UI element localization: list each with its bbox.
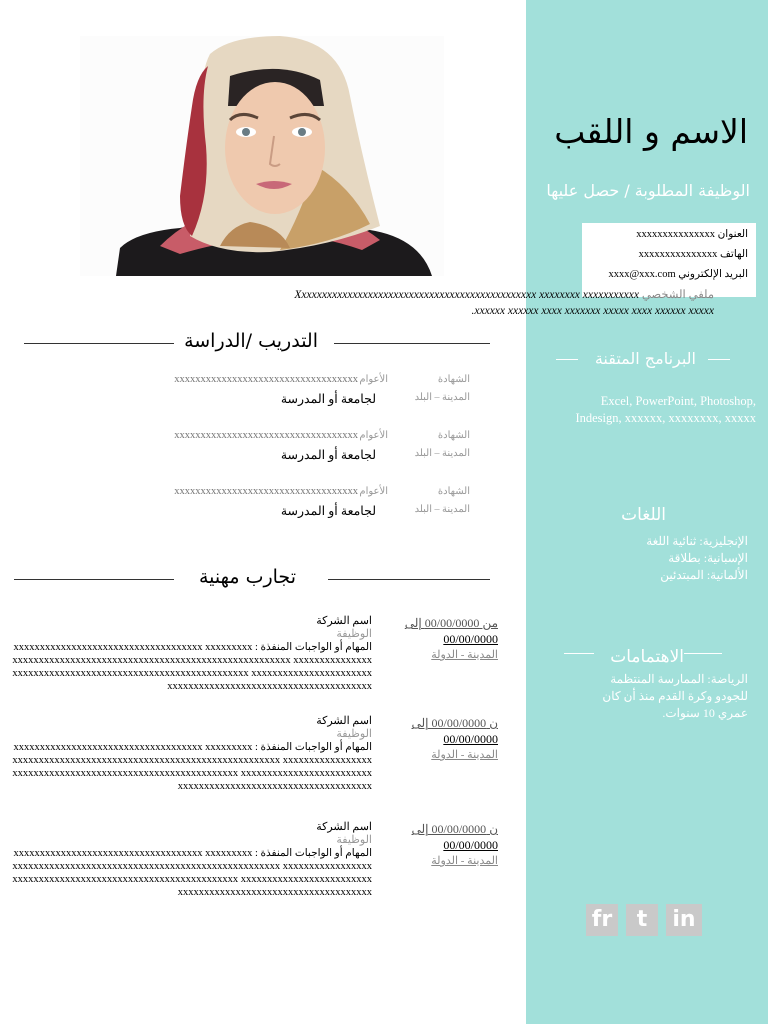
tasks-body: xxxxxxxxxxxxxxxxxxxxxxxxxxxxxxxxxxxx xxxxxxxxxxxxxxxxxxxxxxxxxxxxxxxxxxxxxxxxxxxxxxxxxxxxxxxxxxxx xxxxxxxxxxxxxxxxxxxxxxxxxxxxxxxxxxxxxxxxxxxxxxxxxxxxxxxxxxxx xxxxxxxxxxxxxxxxxxxxxxxxxxxxxxxxxxxxxxxxxxxxxxxxxxxxxxxxxxxxxx <box>12 742 372 792</box>
tasks-text <box>12 847 372 899</box>
software-text: Excel, PowerPoint, Photoshop, Indesign, xxxxxx, xxxxxxxx, xxxxx <box>575 394 756 425</box>
city-label: المدينة – البلد <box>414 504 470 515</box>
flickr-glyph: fr <box>591 907 613 932</box>
contact-email-label: البريد الإلكتروني <box>678 269 748 280</box>
date-to: 00/00/0000 <box>443 732 498 746</box>
education-item <box>140 429 470 469</box>
language-item: الإسبانية: بطلاقة <box>668 551 748 565</box>
experience-item <box>14 821 498 905</box>
city-label: المدينة – البلد <box>414 448 470 459</box>
education-heading: التدريب /الدراسة <box>184 330 318 352</box>
contact-phone-value: xxxxxxxxxxxxxxx <box>638 249 718 260</box>
full-name: الاسم و اللقب <box>554 112 748 151</box>
years-label: الأعوام <box>359 486 388 497</box>
profile-label: ملفي الشخصي <box>641 289 714 301</box>
degree-label: الشهادة <box>437 374 470 385</box>
degree-value: xxxxxxxxxxxxxxxxxxxxxxxxxxxxxxxxxxx <box>174 486 358 497</box>
degree-value: xxxxxxxxxxxxxxxxxxxxxxxxxxxxxxxxxxx <box>174 430 358 441</box>
sidebar <box>526 0 768 1024</box>
contact-email <box>609 268 749 280</box>
contact-phone <box>639 248 748 260</box>
experience-details <box>12 821 372 899</box>
location: المدينة - الدولة <box>431 649 498 661</box>
degree-label: الشهادة <box>437 430 470 441</box>
school-name: لجامعة أو المدرسة <box>280 392 376 406</box>
company-name: اسم الشركة <box>316 615 372 627</box>
contact-phone-label: الهاتف <box>720 249 748 260</box>
position-title: الوظيفة <box>336 628 372 640</box>
job-title: الوظيفة المطلوبة / حصل عليها <box>546 181 750 200</box>
company-name: اسم الشركة <box>316 715 372 727</box>
divider <box>24 343 174 344</box>
divider <box>684 653 722 654</box>
divider <box>556 359 578 360</box>
tasks-label: المهام أو الواجبات المنفذة : <box>254 848 372 859</box>
profile-photo <box>80 36 444 276</box>
school-name: لجامعة أو المدرسة <box>280 448 376 462</box>
contact-email-value: xxxx@xxx.com <box>608 269 676 280</box>
date-from: ن 00/00/0000 إلى <box>411 716 498 730</box>
tasks-body: xxxxxxxxxxxxxxxxxxxxxxxxxxxxxxxxxxxx xxxxxxxxxxxxxxxxxxxxxxxxxxxxxxxxxxxxxxxxxxxxxxxxxxxxxxxxxxxx xxxxxxxxxxxxxxxxxxxxxxxxxxxxxxxxxxxxxxxxxxxxxxxxxxxxxxxxxxxx xxxxxxxxxxxxxxxxxxxxxxxxxxxxxxxxxxxxxxxxxxxxxxxxxxxxxxxxxxxxxx <box>12 848 372 898</box>
experience-details <box>12 615 372 693</box>
portrait-illustration <box>80 36 444 276</box>
languages-heading: اللغات <box>621 505 666 525</box>
experience-item <box>14 715 498 799</box>
language-item: الإنجليزية: ثنائية اللغة <box>646 534 748 548</box>
education-item <box>140 485 470 525</box>
language-item: الألمانية: المبتدئين <box>660 568 748 582</box>
school-name: لجامعة أو المدرسة <box>280 504 376 518</box>
linkedin-glyph: in <box>672 907 696 932</box>
education-item <box>140 373 470 413</box>
tasks-label: المهام أو الواجبات المنفذة : <box>254 642 372 653</box>
experience-dates <box>398 615 498 663</box>
position-title: الوظيفة <box>336 834 372 846</box>
languages-list <box>646 533 748 584</box>
experience-item <box>14 615 498 699</box>
tasks-text <box>12 741 372 793</box>
degree-value: xxxxxxxxxxxxxxxxxxxxxxxxxxxxxxxxxxx <box>174 374 358 385</box>
experience-heading: تجارب مهنية <box>198 566 296 588</box>
divider <box>564 653 594 654</box>
profile-text: Xxxxxxxxxxxxxxxxxxxxxxxxxxxxxxxxxxxxxxxxxxxxxxx xxxxxxxx xxxxxxxxxxx xxxxxx xxxxxx xxxx xxxxxxx xxxxx xxxx xxxxxx xxxxx. <box>294 289 714 317</box>
date-from: ن 00/00/0000 إلى <box>411 822 498 836</box>
years-label: الأعوام <box>359 374 388 385</box>
city-label: المدينة – البلد <box>414 392 470 403</box>
software-heading: البرنامج المتقنة <box>594 349 696 368</box>
date-from: من 00/00/0000 إلى <box>404 616 498 630</box>
tasks-text <box>12 641 372 693</box>
divider <box>14 579 174 580</box>
divider <box>708 359 730 360</box>
divider <box>328 579 490 580</box>
location: المدينة - الدولة <box>431 749 498 761</box>
company-name: اسم الشركة <box>316 821 372 833</box>
interests-text: الرياضة: الممارسة المنتظمة للجودو وكرة القدم منذ أن كان عمري 10 سنوات. <box>602 672 748 720</box>
divider <box>334 343 490 344</box>
years-label: الأعوام <box>359 430 388 441</box>
contact-box <box>582 223 756 297</box>
tasks-label: المهام أو الواجبات المنفذة : <box>254 742 372 753</box>
contact-address-label: العنوان <box>717 229 748 240</box>
date-to: 00/00/0000 <box>443 838 498 852</box>
profile-section <box>274 287 714 319</box>
contact-address-value: xxxxxxxxxxxxxxx <box>636 229 715 240</box>
location: المدينة - الدولة <box>431 855 498 867</box>
position-title: الوظيفة <box>336 728 372 740</box>
degree-label: الشهادة <box>437 486 470 497</box>
experience-details <box>12 715 372 793</box>
twitter-icon[interactable] <box>626 904 658 936</box>
date-to: 00/00/0000 <box>443 632 498 646</box>
contact-address <box>636 228 748 240</box>
twitter-glyph: t <box>636 907 648 932</box>
experience-dates <box>398 821 498 869</box>
flickr-icon[interactable] <box>586 904 618 936</box>
experience-dates <box>398 715 498 763</box>
linkedin-icon[interactable] <box>666 904 702 936</box>
tasks-body: xxxxxxxxxxxxxxxxxxxxxxxxxxxxxxxxxxxx xxxxxxxxxxxxxxxxxxxxxxxxxxxxxxxxxxxxxxxxxxxxxxxxxxxxxxxxxxxxxx xxxxxxxxxxxxxxxxxxxxxxxxxxxxxxxxxxxxxxxxxxxxxxxxxxxxxxxxxxxx xxxxxxxxxxxxxxxxxxxxxxxxxxxxxxxxxxxxxxxxxxxxxxxxxxxxxxxxxxxxxx <box>12 642 372 692</box>
interests-heading: الاهتمامات <box>610 647 684 667</box>
